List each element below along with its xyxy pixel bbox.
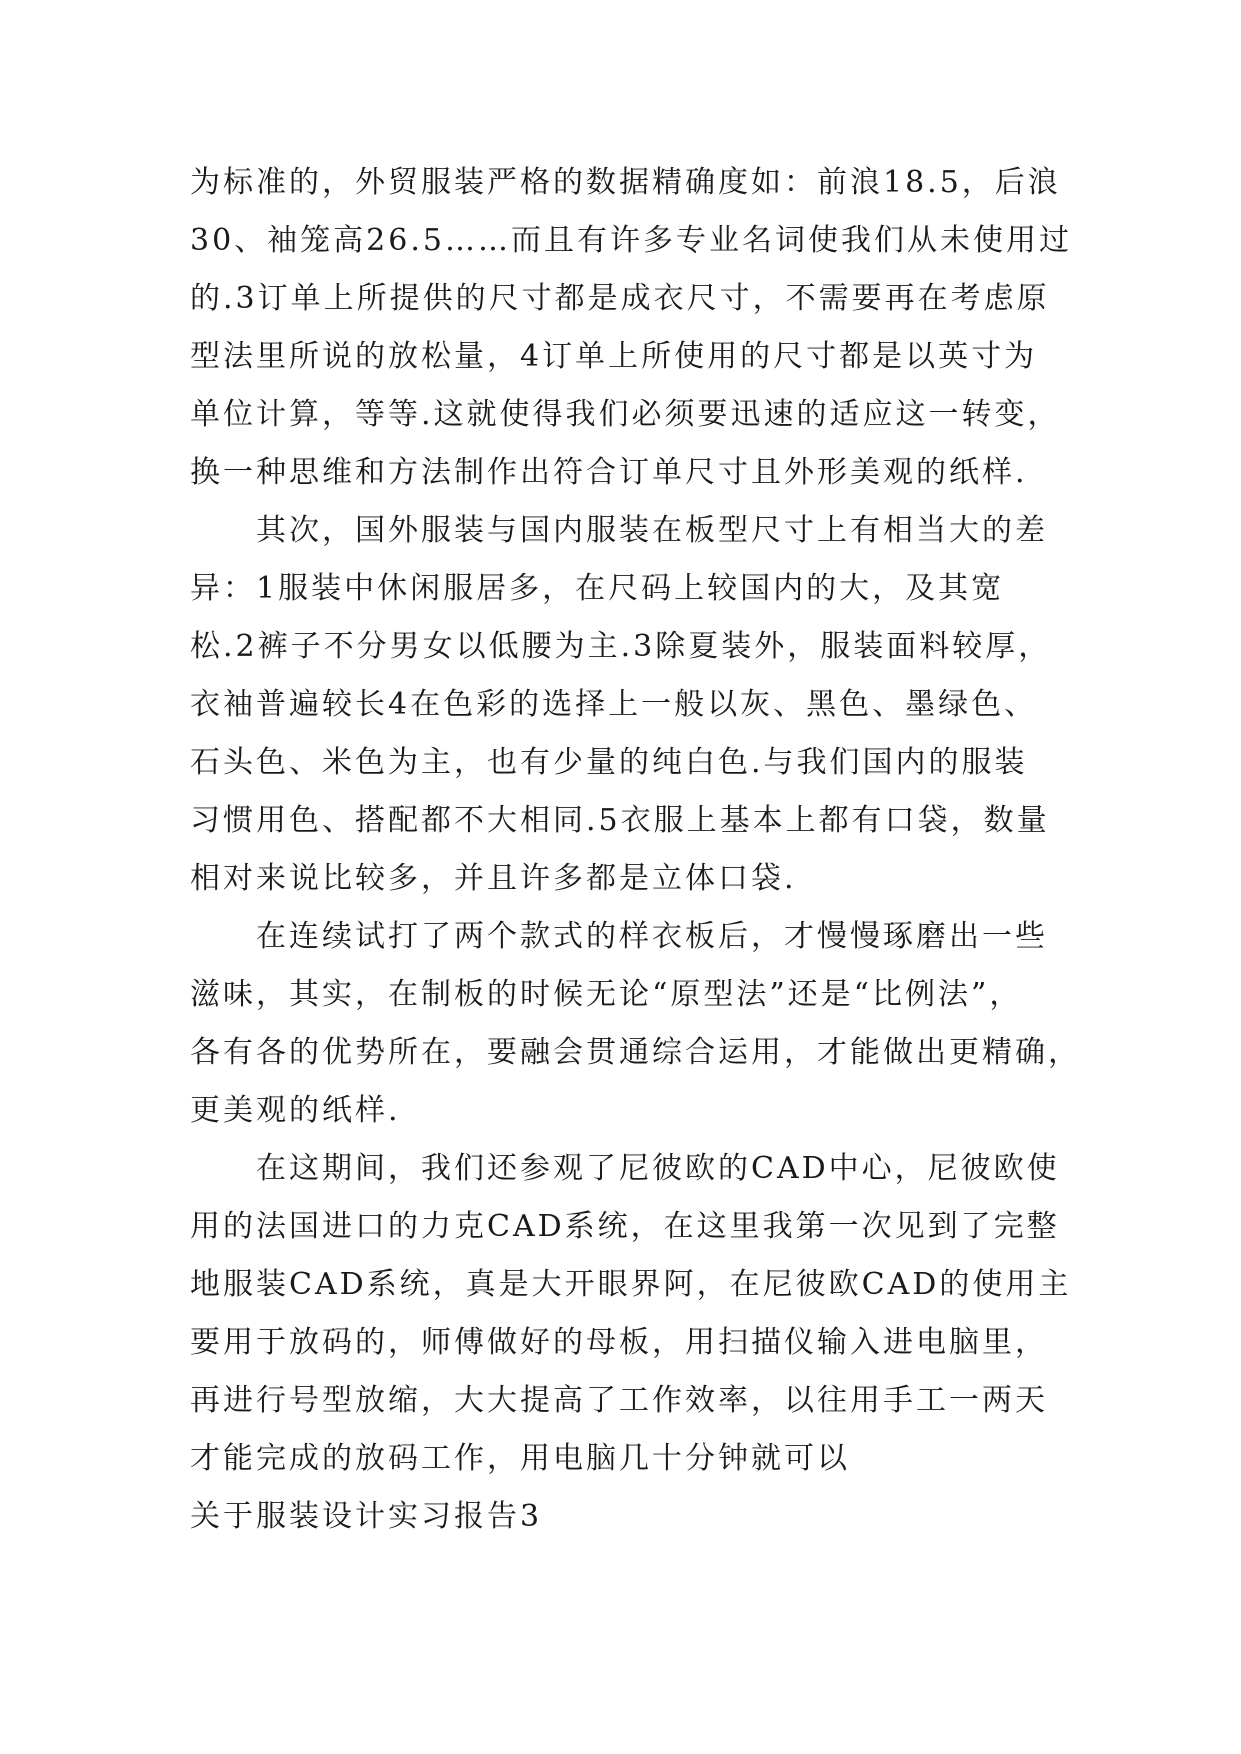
paragraph-1-line-5: 单位计算，等等.这就使得我们必须要迅速的适应这一转变， (190, 397, 1061, 432)
paragraph-1-line-2: 30、袖笼高26.5……而且有许多专业名词使我们从未使用过 (190, 223, 1072, 258)
paragraph-1-line-1: 为标准的，外贸服装严格的数据精确度如：前浪18.5，后浪 (190, 165, 1061, 200)
paragraph-2-line-4: 衣袖普遍较长4在色彩的选择上一般以灰、黑色、墨绿色、 (190, 687, 1038, 722)
paragraph-1-line-3: 的.3订单上所提供的尺寸都是成衣尺寸，不需要再在考虑原 (190, 281, 1050, 316)
paragraph-3-line-3: 各有各的优势所在，要融会贯通综合运用，才能做出更精确， (190, 1035, 1081, 1070)
paragraph-2-line-2: 异：1服装中休闲服居多，在尺码上较国内的大，及其宽 (190, 571, 1005, 606)
paragraph-4-line-1: 在这期间，我们还参观了尼彼欧的CAD中心，尼彼欧使 (256, 1151, 1060, 1186)
paragraph-3-line-2: 滋味，其实，在制板的时候无论“原型法”还是“比例法”， (190, 977, 1023, 1012)
paragraph-4-line-3: 地服装CAD系统，真是大开眼界阿，在尼彼欧CAD的使用主 (190, 1267, 1072, 1302)
section-heading: 关于服装设计实习报告3 (190, 1499, 543, 1534)
paragraph-2-line-1: 其次，国外服装与国内服装在板型尺寸上有相当大的差 (256, 513, 1048, 548)
paragraph-4-line-2: 用的法国进口的力克CAD系统，在这里我第一次见到了完整 (190, 1209, 1060, 1244)
paragraph-1-line-4: 型法里所说的放松量，4订单上所使用的尺寸都是以英寸为 (190, 339, 1038, 374)
paragraph-1-line-6: 换一种思维和方法制作出符合订单尺寸且外形美观的纸样. (190, 455, 1028, 490)
paragraph-3-line-1: 在连续试打了两个款式的样衣板后，才慢慢琢磨出一些 (256, 919, 1048, 954)
paragraph-4-line-6: 才能完成的放码工作，用电脑几十分钟就可以 (190, 1441, 850, 1476)
paragraph-2-line-7: 相对来说比较多，并且许多都是立体口袋. (190, 861, 797, 896)
paragraph-3-line-4: 更美观的纸样. (190, 1093, 401, 1128)
paragraph-4-line-5: 再进行号型放缩，大大提高了工作效率，以往用手工一两天 (190, 1383, 1048, 1418)
paragraph-2-line-6: 习惯用色、搭配都不大相同.5衣服上基本上都有口袋，数量 (190, 803, 1050, 838)
paragraph-2-line-5: 石头色、米色为主，也有少量的纯白色.与我们国内的服装 (190, 745, 1028, 780)
paragraph-2-line-3: 松.2裤子不分男女以低腰为主.3除夏装外，服装面料较厚， (190, 629, 1052, 664)
paragraph-4-line-4: 要用于放码的，师傅做好的母板，用扫描仪输入进电脑里， (190, 1325, 1048, 1360)
